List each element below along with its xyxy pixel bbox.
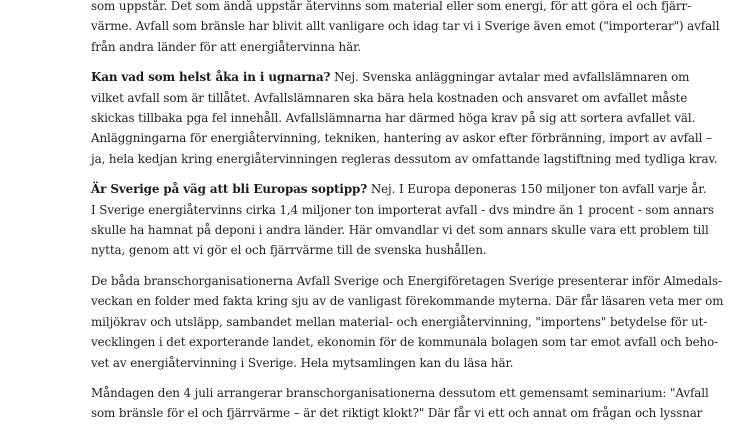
paragraph xyxy=(91,271,724,373)
body-text: vet av energiåtervinning i Sverige. Hela mytsamlingen kan du läsa här. xyxy=(91,355,514,370)
text-line xyxy=(91,353,661,373)
text-line xyxy=(91,332,719,352)
body-text: vilket avfall som är tillåtet. Avfallslämnaren ska bära hela kostnaden och ansvaret om avfallet måste xyxy=(91,90,688,105)
body-text: miljökrav och utsläpp, sambandet mellan material- och energiåtervinning, "importens" betydelse för ut- xyxy=(91,314,708,329)
text-line xyxy=(91,240,661,260)
question-heading: Är Sverige på väg att bli Europas soptipp? xyxy=(91,182,368,197)
body-text: som uppstår. Det som ändå uppstår återvinns som material eller som energi, för att göra el och fjärr- xyxy=(91,0,692,13)
body-text: värme. Avfall som bränsle har blivit allt vanligare och idag tar vi i Sverige även emot ("importerar") avfall xyxy=(91,19,720,34)
text-line xyxy=(91,291,724,311)
text-line xyxy=(91,149,718,169)
body-text: veckan en folder med fakta kring sju av de vanligast förekommande myterna. Där får läsaren veta mer om xyxy=(91,294,724,309)
text-line xyxy=(91,200,714,220)
text-line xyxy=(91,108,696,128)
body-text: Nej. I Europa deponeras 150 miljoner ton avfall varje år. xyxy=(367,182,707,197)
body-text: skickas tillbaka pga fel innehåll. Avfallslämnarna har därmed höga krav på sig att sortera avfallet väl. xyxy=(91,111,696,126)
body-text: som bränsle för el och fjärrvärme – är det riktigt klokt?" Där får vi ett och annat om frågan och lyssnar xyxy=(91,406,703,421)
body-text: Måndagen den 4 juli arrangerar branschorganisationerna dessutom ett gemensamt seminarium: "Avfall xyxy=(91,385,709,400)
text-line xyxy=(91,67,690,87)
text-line xyxy=(91,179,707,199)
text-line xyxy=(91,37,661,57)
text-line xyxy=(91,88,688,108)
text-line xyxy=(91,128,712,148)
text-line xyxy=(91,0,692,16)
text-line xyxy=(91,220,709,240)
text-line xyxy=(91,271,722,291)
body-text: från andra länder för att energiåtervinna här. xyxy=(91,39,362,54)
text-line xyxy=(91,16,720,36)
body-text: nytta, genom att vi gör el och fjärrvärme till de svenska hushållen. xyxy=(91,243,487,258)
body-text: De båda branschorganisationerna Avfall Sverige och Energiföretagen Sverige presenterar inför Almedals- xyxy=(91,273,722,288)
paragraph xyxy=(91,179,714,261)
body-text: Nej. Svenska anläggningar avtalar med avfallslämnaren om xyxy=(330,70,690,85)
body-text: Anläggningarna för energiåtervinning, tekniken, hantering av askor efter förbränning, import av avfall – xyxy=(91,131,712,146)
body-text: skulle ha hamnat på deponi i andra länder. Här omvandlar vi det som annars skulle vara ett problem till xyxy=(91,223,709,238)
body-text: I Sverige energiåtervinns cirka 1,4 miljoner ton importerat avfall - dvs mindre än 1 procent - som annars xyxy=(91,202,714,217)
body-text: vecklingen i det exporterande landet, ekonomin för de kommunala bolagen som tar emot avfall och beho- xyxy=(91,335,719,350)
paragraph xyxy=(91,383,709,424)
body-text: ja, hela kedjan kring energiåtervinningen regleras dessutom av omfattande lagstiftning med tydliga krav. xyxy=(91,151,718,166)
text-line xyxy=(91,383,709,403)
paragraph xyxy=(91,67,718,169)
question-heading: Kan vad som helst åka in i ugnarna? xyxy=(91,70,331,85)
text-line xyxy=(91,403,703,423)
paragraph xyxy=(91,0,720,57)
document-body xyxy=(91,0,724,434)
text-line xyxy=(91,312,708,332)
